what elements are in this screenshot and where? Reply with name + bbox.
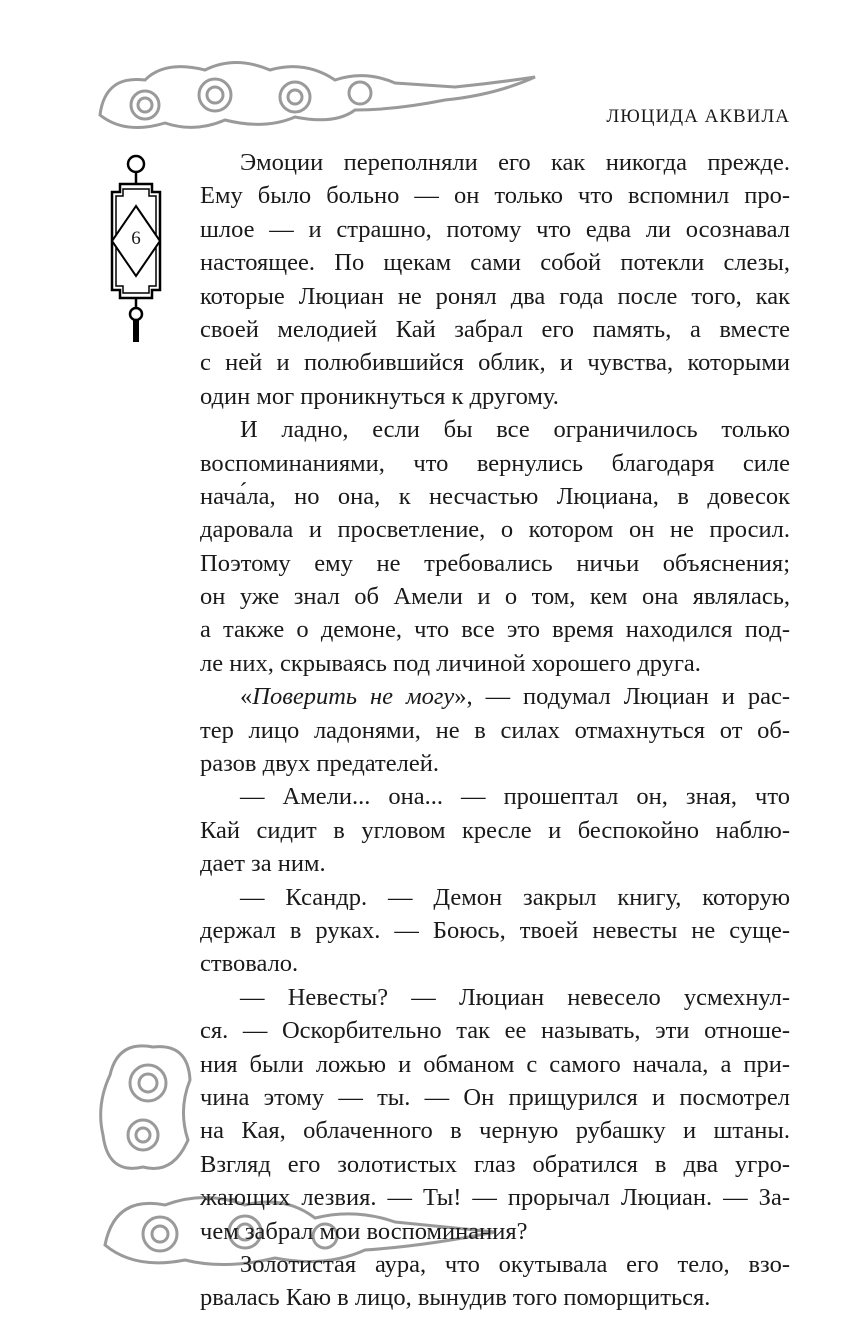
text-line: один мог проникнуться к другому. <box>200 382 559 410</box>
text-line: воспоминаниями, что вернулись благодаря силе <box>200 449 790 477</box>
text-line: рвалась Каю в лицо, вынудив того поморщиться. <box>200 1284 711 1312</box>
text-line: Взгляд его золотистых глаз обратился в два угро- <box>200 1150 790 1178</box>
paragraph <box>200 146 790 413</box>
paragraph <box>200 981 790 1248</box>
text-line: шлое — и страшно, потому что едва ли осознавал <box>200 215 790 243</box>
cloud-ornament-top <box>95 55 555 135</box>
text-line: держал в руках. — Боюсь, твоей невесты не суще- <box>200 916 790 944</box>
text-line: своей мелодией Кай забрал его память, а вместе <box>200 315 790 343</box>
text-line: настоящее. По щекам сами собой потекли слезы, <box>200 249 790 277</box>
text-line: а также о демоне, что все это время находился под- <box>200 616 790 644</box>
text-line: на Кая, облаченного в черную рубашку и штаны. <box>200 1117 790 1145</box>
text-line: разов двух предателей. <box>200 750 439 778</box>
text-line: чина этому — ты. — Он прищурился и посмотрел <box>200 1083 790 1111</box>
text-line: ствовало. <box>200 950 299 978</box>
text-line: «Поверить не могу», — подумал Люциан и рас- <box>240 683 790 711</box>
text-line: с ней и полюбившийся облик, и чувства, которыми <box>200 349 790 377</box>
chapter-number: 6 <box>131 228 141 249</box>
text-line: Эмоции переполняли его как никогда прежде. <box>240 149 790 176</box>
paragraph <box>200 413 790 680</box>
text-line: ния были ложью и обманом с самого начала, а при- <box>200 1050 790 1078</box>
text-line: Поэтому ему не требовались ничьи объяснения; <box>200 549 790 577</box>
text-line: И ладно, если бы все ограничилось только <box>240 416 790 444</box>
text-line: ся. — Оскорбительно так ее называть, эти отноше- <box>200 1017 790 1045</box>
text-line: ле них, скрываясь под личиной хорошего друга. <box>200 649 701 677</box>
paragraph <box>200 1248 790 1315</box>
text-line: дает за ним. <box>200 850 326 878</box>
text-line: чем забрал мои воспоминания? <box>200 1217 528 1245</box>
text-line: тер лицо ладонями, не в силах отмахнуться от об- <box>200 716 790 744</box>
body-text <box>200 146 790 1315</box>
paragraph <box>200 680 790 780</box>
paragraph <box>200 881 790 981</box>
text-line: он уже знал об Амели и о том, кем она являлась, <box>200 583 790 611</box>
running-head: ЛЮЦИДА АКВИЛА <box>606 106 790 127</box>
text-line: Золотистая аура, что окутывала его тело, взо- <box>240 1250 790 1278</box>
text-line: Кай сидит в угловом кресле и беспокойно наблю- <box>200 816 790 844</box>
text-line: нача́ла, но она, к несчастью Люциана, в довесок <box>200 482 790 510</box>
text-line: Ему было больно — он только что вспомнил про- <box>200 182 790 210</box>
text-line: которые Люциан не ронял два года после того, как <box>200 282 790 310</box>
text-line: — Ксандр. — Демон закрыл книгу, которую <box>240 883 790 911</box>
text-line: — Невесты? — Люциан невесело усмехнул- <box>240 983 790 1011</box>
text-line: даровала и просветление, о котором он не просил. <box>200 516 790 544</box>
cloud-ornament-side <box>98 1035 196 1185</box>
text-line: — Амели... она... — прошептал он, зная, что <box>240 783 790 811</box>
text-line: жающих лезвия. — Ты! — прорычал Люциан. — За- <box>200 1184 790 1212</box>
paragraph <box>200 780 790 880</box>
